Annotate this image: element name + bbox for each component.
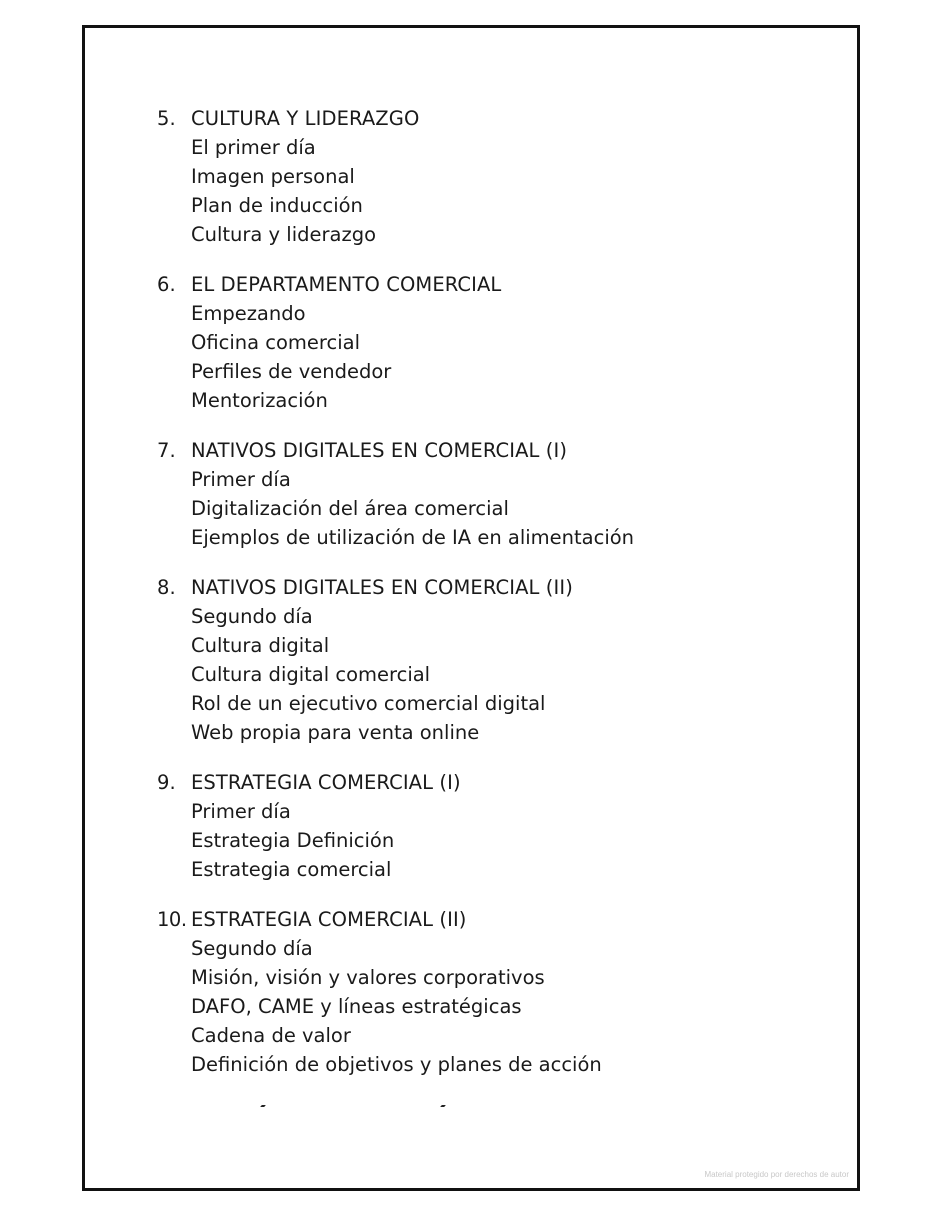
document-page — [82, 25, 860, 1191]
toc-item: Perfiles de vendedor — [191, 360, 392, 383]
toc-section-10 — [157, 905, 797, 1079]
toc-section-7 — [157, 436, 797, 552]
toc-item: DAFO, CAME y líneas estratégicas — [191, 995, 522, 1018]
toc-section-9 — [157, 768, 797, 884]
toc-item: Estrategia Definición — [191, 829, 395, 852]
toc-item: Rol de un ejecutivo comercial digital — [191, 692, 546, 715]
toc-item: Segundo día — [191, 605, 313, 628]
toc-item: Oficina comercial — [191, 331, 361, 354]
toc-section-5 — [157, 104, 797, 249]
toc-item: Mentorización — [191, 389, 328, 412]
toc-item: Cadena de valor — [191, 1024, 351, 1047]
section-heading — [157, 905, 797, 934]
section-title: EL DEPARTAMENTO COMERCIAL — [191, 273, 502, 296]
cropped-text-remnant — [191, 1105, 591, 1113]
section-title: CULTURA Y LIDERAZGO — [191, 107, 420, 130]
toc-item: Plan de inducción — [191, 194, 363, 217]
section-heading — [157, 436, 797, 465]
toc-item: Cultura digital — [191, 634, 330, 657]
copyright-watermark: Material protegido por derechos de autor — [704, 1170, 849, 1179]
accent-mark — [261, 1105, 267, 1108]
toc-item: Primer día — [191, 800, 291, 823]
section-number: 9. — [157, 771, 176, 794]
section-title: NATIVOS DIGITALES EN COMERCIAL (I) — [191, 439, 568, 462]
table-of-contents — [157, 104, 797, 1100]
toc-item: Cultura y liderazgo — [191, 223, 377, 246]
toc-item: Estrategia comercial — [191, 858, 392, 881]
section-number: 8. — [157, 576, 176, 599]
section-number: 10. — [157, 908, 187, 931]
section-heading — [157, 768, 797, 797]
section-number: 6. — [157, 273, 176, 296]
section-number: 5. — [157, 107, 176, 130]
accent-mark — [441, 1105, 447, 1108]
toc-item: Primer día — [191, 468, 291, 491]
section-heading — [157, 573, 797, 602]
section-number: 7. — [157, 439, 176, 462]
toc-item: Definición de objetivos y planes de acción — [191, 1053, 602, 1076]
section-items — [157, 934, 797, 1079]
section-title: ESTRATEGIA COMERCIAL (I) — [191, 771, 461, 794]
section-items — [157, 797, 797, 884]
section-items — [157, 299, 797, 415]
toc-item: Imagen personal — [191, 165, 355, 188]
section-items — [157, 602, 797, 747]
section-items — [157, 133, 797, 249]
toc-item: Web propia para venta online — [191, 721, 480, 744]
toc-item: Segundo día — [191, 937, 313, 960]
section-title: NATIVOS DIGITALES EN COMERCIAL (II) — [191, 576, 573, 599]
section-title: ESTRATEGIA COMERCIAL (II) — [191, 908, 467, 931]
toc-item: Cultura digital comercial — [191, 663, 431, 686]
toc-item: Empezando — [191, 302, 306, 325]
toc-item: El primer día — [191, 136, 316, 159]
section-items — [157, 465, 797, 552]
toc-section-8 — [157, 573, 797, 747]
toc-item: Ejemplos de utilización de IA en alimentación — [191, 526, 635, 549]
toc-item: Misión, visión y valores corporativos — [191, 966, 545, 989]
toc-section-6 — [157, 270, 797, 415]
section-heading — [157, 270, 797, 299]
section-heading — [157, 104, 797, 133]
toc-item: Digitalización del área comercial — [191, 497, 509, 520]
